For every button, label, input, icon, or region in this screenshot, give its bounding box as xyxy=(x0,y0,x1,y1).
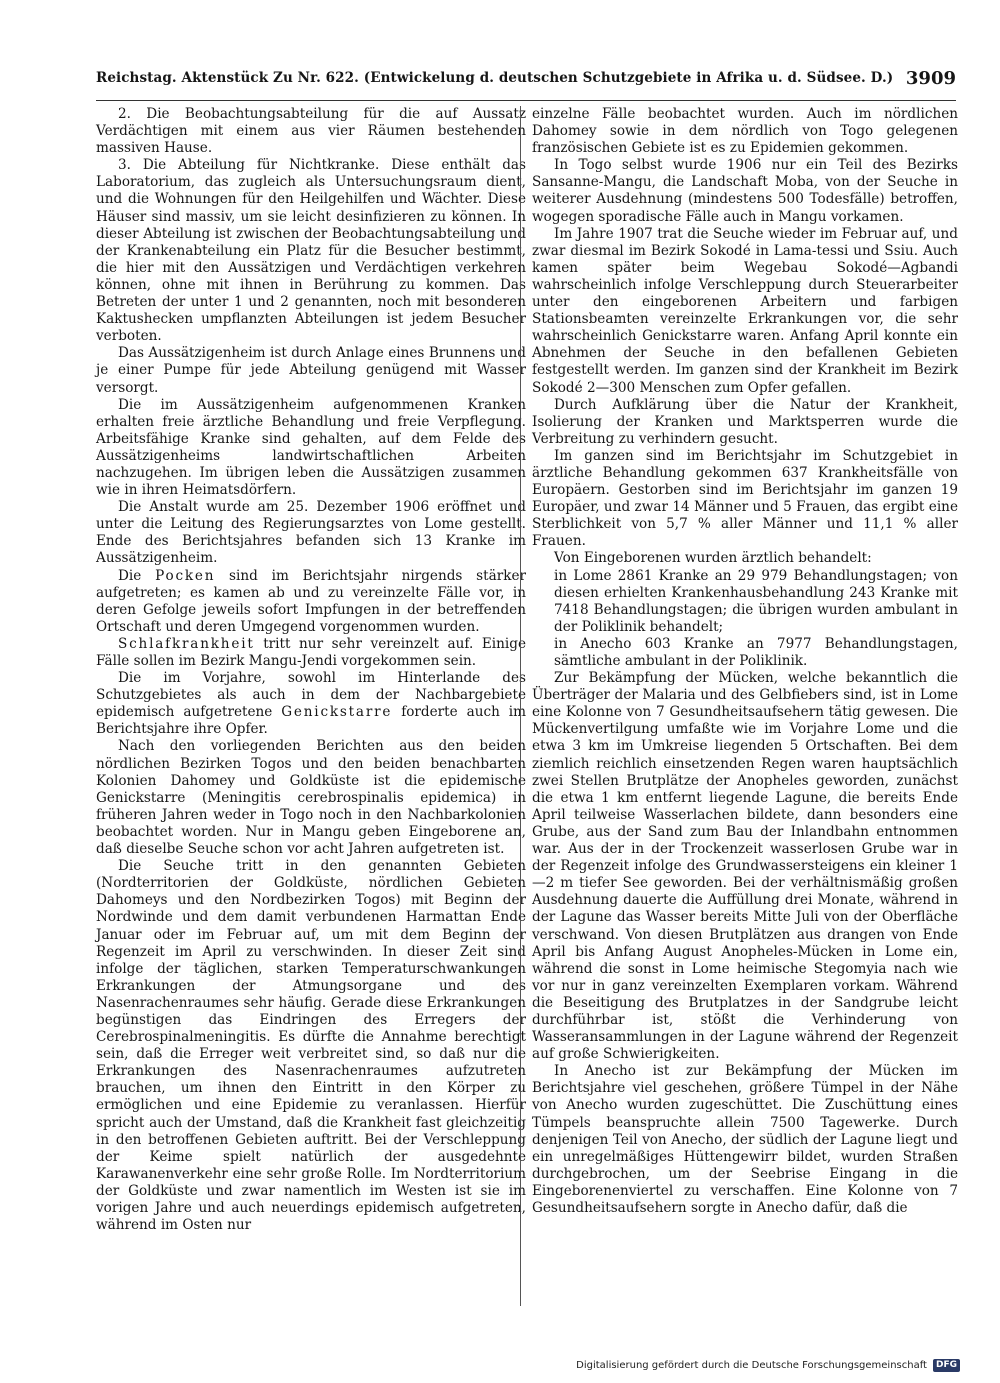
treatment-list xyxy=(554,568,958,671)
paragraph: Durch Aufklärung über die Natur der Krankheit, Isolierung der Kranken und Marktsperren wurde die Verbreitung zu verhindern gesucht. xyxy=(532,396,958,447)
paragraph: Zur Bekämpfung der Mücken, welche bekanntlich die Überträger der Malaria und des Gelbfiebers sind, ist in Lome eine Kolonne von 7 Gesundheitsaufsehern tätig gewesen. Die Mückenvertilgung umfaßte wie im Vorjahre Lome und die etwa 3 km im Umkreise liegenden 5 Ortschaften. Bei dem ziemlich reichlich einsetzenden Regen waren hauptsächlich zwei Stellen Brutplätze der Anopheles geworden, zunächst die etwa 1 km entfernt liegende Lagune, die bereits Ende April teilweise Wasserlachen bildete, dann besonders eine Grube, aus der Sand zum Bau der Inlandbahn entnommen war. Aus der in der Trockenzeit wasserlosen Grube war in der Regenzeit infolge des Grundwassersteigens ein kleiner 1—2 m tiefer See geworden. Bei der verhältnismäßig großen Ausdehnung dauerte die Auffüllung drei Monate, während in der Lagune das Wasser bereits Mitte Juli von der Oberfläche verschwand. Von diesen Brutplätzen aus drangen von Ende April bis Anfang August Anopheles-Mücken in Lome ein, während die sonst in Lome heimische Stegomyia nach wie vor nur in ganz vereinzelten Exemplaren vorkam. Während die Beseitigung des Brutplatzes in der Sandgrube leicht durchführbar ist, stößt die Verhinderung von Wasseransammlungen in der Lagune während der Regenzeit auf große Schwierigkeiten. xyxy=(532,670,958,1063)
paragraph: einzelne Fälle beobachtet wurden. Auch im nördlichen Dahomey sowie in dem nördlich von Togo gelegenen französischen Gebiete ist es zu Epidemien gekommen. xyxy=(532,106,958,157)
paragraph: Die Anstalt wurde am 25. Dezember 1906 eröffnet und unter die Leitung des Regierungsarztes von Lome gestellt. Ende des Berichtsjahres befanden sich 13 Kranke im Aussätzigenheim. xyxy=(96,499,526,567)
paragraph: Im ganzen sind im Berichtsjahr im Schutzgebiet in ärztliche Behandlung gekommen 637 Krankheitsfälle von Europäern. Gestorben sind im Berichtsjahr im ganzen 19 Europäer, und zwar 14 Männer und 5 Frauen, das ergibt eine Sterblichkeit von 5,7 % aller Männer und 11,1 % aller Frauen. xyxy=(532,447,958,550)
paragraph: Von Eingeborenen wurden ärztlich behandelt: xyxy=(554,550,872,567)
paragraph: In Togo selbst wurde 1906 nur ein Teil des Bezirks Sansanne-Mangu, die Landschaft Moba, von der Seuche in weiterer Ausdehnung (mindestens 500 Todesfälle) betroffen, wogegen sporadische Fälle auch in Mangu vorkamen. xyxy=(532,157,958,225)
footer-text: Digitalisierung gefördert durch die Deutsche Forschungsgemeinschaft xyxy=(576,1359,927,1371)
text-run: forderte auch im Berichtsjahre ihre Opfer. xyxy=(96,704,526,738)
header-rule xyxy=(96,100,956,101)
text-run: tritt nur sehr vereinzelt auf. Einige Fälle sollen im Bezirk Mangu-Jendi vorgekommen sein. xyxy=(96,635,526,669)
header-title: Reichstag. Aktenstück Zu Nr. 622. (Entwickelung d. deutschen Schutzgebiete in Afrika u. d. Südsee. D.) xyxy=(96,70,894,86)
left-column xyxy=(96,106,526,1234)
list-item: in Lome 2861 Kranke an 29 979 Behandlungstagen; von diesen erhielten Krankenhausbehandlung 243 Kranke mit 7418 Behandlungstagen; die übrigen wurden ambulant in der Poliklinik behandelt; xyxy=(554,567,958,635)
digitization-footer xyxy=(576,1357,960,1373)
paragraph: In Anecho ist zur Bekämpfung der Mücken im Berichtsjahre viel geschehen, größere Tümpel in der Nähe von Anecho wurden zugeschüttet. Die Zuschüttung eines Tümpels beanspruchte allein 7500 Tagewerke. Durch denjenigen Teil von Anecho, der südlich der Lagune liegt und ein unregelmäßiges Hüttengewirr bildet, wurden Straßen durchgebrochen, um der Seebrise Eingang in die Eingeborenenviertel zu verschaffen. Eine Kolonne von 7 Gesundheitsaufsehern sorgte in Anecho dafür, daß die xyxy=(532,1063,958,1216)
paragraph: Das Aussätzigenheim ist durch Anlage eines Brunnens und je einer Pumpe für jede Abteilung genügend mit Wasser versorgt. xyxy=(96,345,526,396)
emphasized-term: Schlafkrankheit xyxy=(118,635,255,652)
paragraph: Nach den vorliegenden Berichten aus den beiden nördlichen Bezirken Togos und den beiden benachbarten Kolonien Dahomey und Goldküste ist die epidemische Genickstarre (Meningitis cerebrospinalis epidemica) in früheren Jahren weder in Togo noch in den Nachbarkolonien beobachtet worden. Nur in Mangu geben Eingeborene an, daß dieselbe Seuche schon vor acht Jahren aufgetreten ist. xyxy=(96,738,526,858)
paragraph: 3. Die Abteilung für Nichtkranke. Diese enthält das Laboratorium, das zugleich als Untersuchungsraum dient, und die Wohnungen für den Heilgehilfen und Wächter. Diese Häuser sind massiv, um sie leicht desinfizieren zu können. In dieser Abteilung ist zwischen der Beobachtungsabteilung und der Krankenabteilung ein Platz für die Besucher bestimmt, die hier mit den Aussätzigen und Verdächtigen verkehren können, ohne mit ihnen in Berührung zu kommen. Das Betreten der unter 1 und 2 genannten, noch mit besonderen Kaktushecken umpflanzten Abteilungen ist jedem Besucher verboten. xyxy=(96,157,526,345)
right-column xyxy=(532,106,958,1217)
paragraph xyxy=(96,636,526,670)
paragraph: 2. Die Beobachtungsabteilung für die auf Aussatz Verdächtigen mit einem aus vier Räumen bestehenden massiven Hause. xyxy=(96,106,526,157)
paragraph: Die im Aussätzigenheim aufgenommenen Kranken erhalten freie ärztliche Behandlung und freie Verpflegung. Arbeitsfähige Kranke sind gehalten, auf dem Felde des Aussätzigenheims landwirtschaftlichen Arbeiten nachzugehen. Im übrigen leben die Aussätzigen zusammen wie in ihren Heimatsdörfern. xyxy=(96,396,526,499)
emphasized-term: Genickstarre xyxy=(281,704,393,721)
paragraph xyxy=(96,568,526,636)
paragraph xyxy=(96,670,526,738)
column-divider xyxy=(520,106,521,1306)
text-run: sind im Berichtsjahr nirgends stärker aufgetreten; es kamen ab und zu vereinzelte Fälle vor, in deren Gefolge jeweils sofort Impfungen in der betreffenden Ortschaft und deren Umgegend vorgenommen wurden. xyxy=(96,567,526,635)
paragraph: Im Jahre 1907 trat die Seuche wieder im Februar auf, und zwar diesmal im Bezirk Sokodé in Lama-tessi und Ssiu. Auch kamen später beim Wegebau Sokodé—Agbandi wahrscheinlich infolge Verschleppung durch Steuerarbeiter unter den eingeborenen Arbeitern und farbigen Stationsbeamten vereinzelte Erkrankungen vor, die sehr wahrscheinlich Genickstarre waren. Anfang April konnte ein Abnehmen der Seuche in den befallenen Gebieten festgestellt werden. Im ganzen sind der Krankheit im Bezirk Sokodé 2—300 Menschen zum Opfer gefallen. xyxy=(532,225,958,396)
list-item: in Anecho 603 Kranke an 7977 Behandlungstagen, sämtliche ambulant in der Poliklinik. xyxy=(554,635,958,669)
text-run: Die im Vorjahre, sowohl im Hinterlande des Schutzgebietes als auch in dem der Nachbargebiete epidemisch aufgetretene xyxy=(96,670,526,721)
text-run: Die xyxy=(118,567,156,584)
running-header xyxy=(96,60,956,96)
paragraph: Die Seuche tritt in den genannten Gebieten (Nordterritorien der Goldküste, nördlichen Gebieten Dahomeys und den Nordbezirken Togos) mit Beginn der Nordwinde und dem damit verbundenen Harmattan Ende Januar oder im Februar auf, um mit dem Beginn der Regenzeit im April zu verschwinden. In dieser Zeit sind infolge der täglichen, starken Temperaturschwankungen Erkrankungen der Atmungsorgane und des Nasenrachenraumes sehr häufig. Gerade diese Erkrankungen begünstigen das Eindringen des Erregers der Cerebrospinalmeningitis. Es dürfte die Annahme berechtigt sein, daß die Erreger weit verbreitet sind, so daß nur die Erkrankungen des Nasenrachenraumes aufzutreten brauchen, um ihnen den Eintritt in den Körper zu ermöglichen und eine Epidemie zu veranlassen. Hierfür spricht auch der Umstand, daß die Krankheit fast gleichzeitig in den betroffenen Gebieten auftritt. Bei der Verschleppung der Keime spielt natürlich der ausgedehnte Karawanenverkehr eine sehr große Rolle. Im Nordterritorium der Goldküste und zwar namentlich im Westen ist sie im vorigen Jahre und auch neuerdings epidemisch aufgetreten, während im Osten nur xyxy=(96,858,526,1234)
page-number: 3909 xyxy=(905,67,956,89)
dfg-logo-icon: DFG xyxy=(933,1359,960,1372)
emphasized-term: Pocken xyxy=(155,567,216,584)
